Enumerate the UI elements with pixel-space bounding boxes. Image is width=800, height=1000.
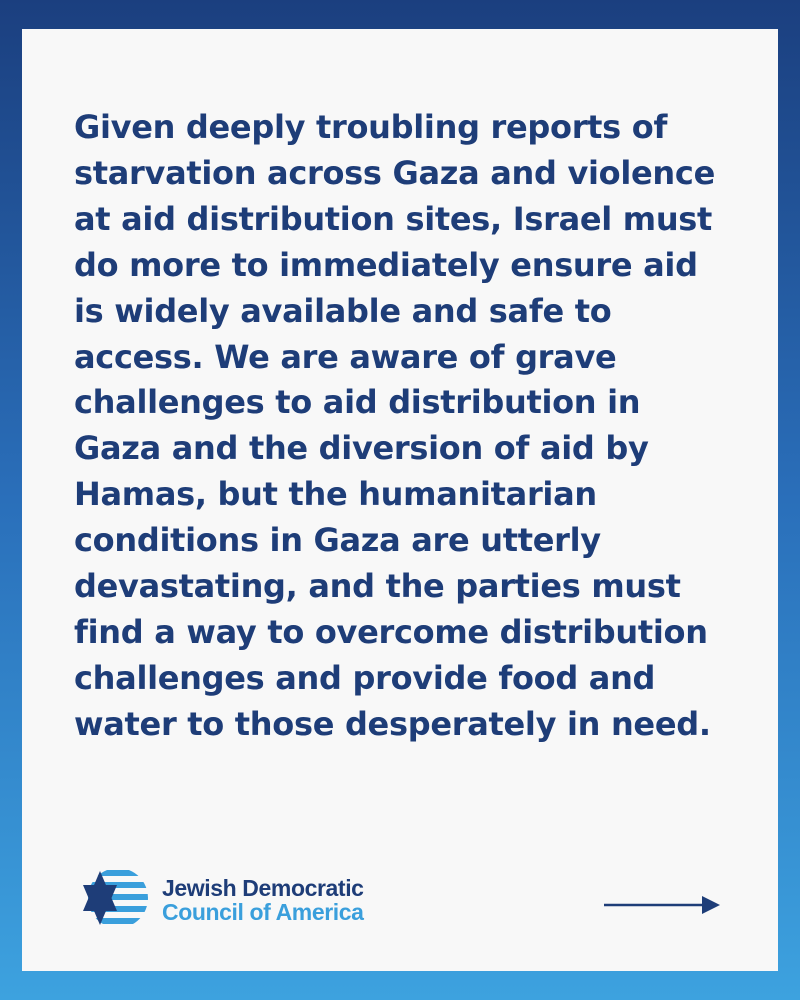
statement-line: starvation across Gaza and violence [74,153,715,192]
statement-line: challenges and provide food and [74,658,656,697]
statement-line: devastating, and the parties must [74,567,681,606]
statement-line: challenges to aid distribution in [74,383,641,422]
statement-line: Given deeply troubling reports of [74,108,668,146]
arrow-right-icon[interactable] [602,893,722,917]
statement-line: find a way to overcome distribution [74,612,708,651]
statement-line: Hamas, but the humanitarian [74,475,597,514]
statement-line: conditions in Gaza are utterly [74,521,601,560]
statement-line: do more to immediately ensure aid [74,245,698,284]
statement-line: Gaza and the diversion of aid by [74,429,649,468]
statement-line: at aid distribution sites, Israel must [74,199,713,238]
organization-logo [74,867,394,931]
organization-name-line1: Jewish Democratic [162,875,364,901]
statement-line: is widely available and safe to [74,291,612,330]
statement-card [22,29,778,971]
statement-text [74,105,754,748]
statement-line: access. We are aware of grave [74,337,617,376]
organization-name-line2: Council of America [162,899,364,925]
statement-line: water to those desperately in need. [74,704,711,743]
organization-name [162,876,364,924]
star-of-david-stripes-icon [74,867,150,931]
